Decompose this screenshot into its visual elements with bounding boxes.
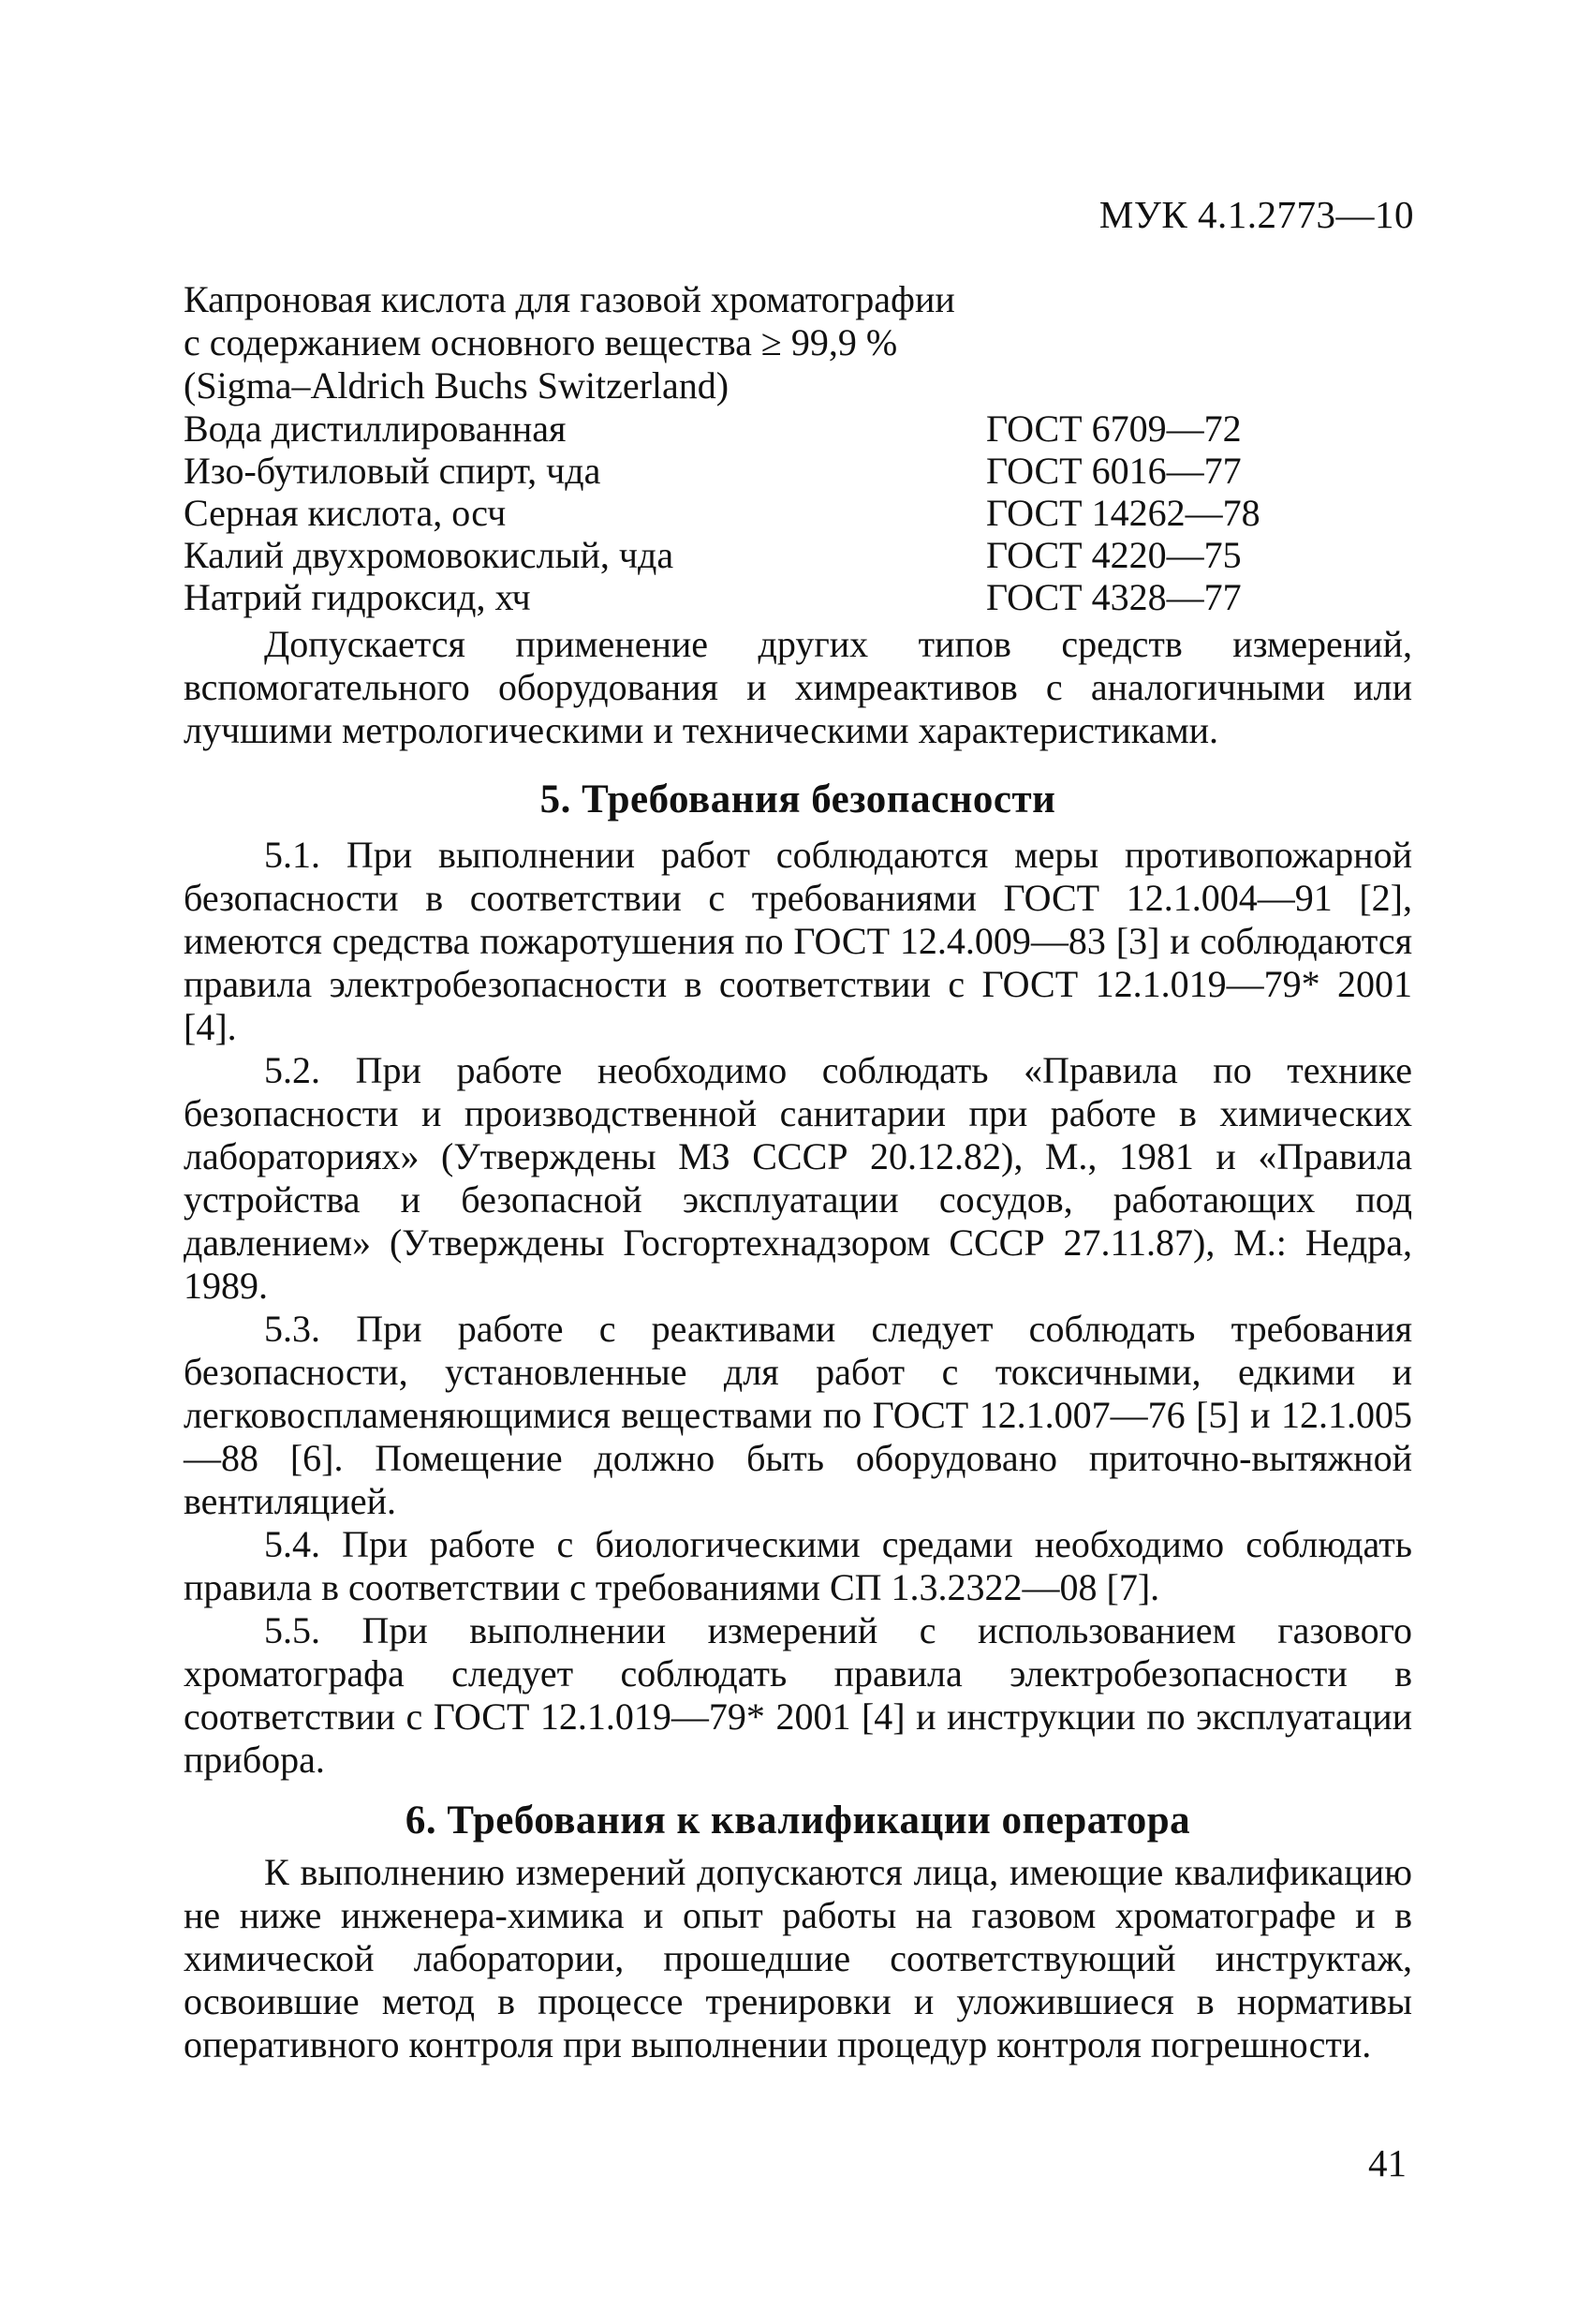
reagent-row xyxy=(184,450,1412,492)
reagent-row xyxy=(184,576,1412,618)
substitution-note-block xyxy=(184,623,1412,752)
reagent-row xyxy=(184,534,1412,576)
section-6-text: К выполнению измерений допускаются лица, имеющие квалификацию не ниже инженера-химика и опыт работы на газовом хроматографе и в химической лаборатории, прошедшие соответствующий инструктаж, освоившие метод в процессе тренировки и уложившиеся в нормативы оперативного контроля при выполнении процедур контроля погрешности. xyxy=(184,1851,1412,2065)
section-5-item: 5.2. При работе необходимо соблюдать «Правила по технике безопасности и производственной санитарии при работе в химических лабораториях» (Утверждены МЗ СССР 20.12.82), М., 1981 и «Правила устройства и безопасной эксплуатации сосудов, работающих под давлением» (Утверждены Госгортехнадзором СССР 27.11.87), М.: Недра, 1989. xyxy=(184,1049,1412,1307)
reagent-intro-line: Капроновая кислота для газовой хроматографии xyxy=(184,278,955,320)
reagent-standard: ГОСТ 6709—72 xyxy=(986,407,1242,450)
reagent-standard: ГОСТ 4220—75 xyxy=(986,534,1242,576)
section-5-item: 5.1. При выполнении работ соблюдаются меры противопожарной безопасности в соответствии с требованиями ГОСТ 12.1.004—91 [2], имеются средства пожаротушения по ГОСТ 12.4.009—83 [3] и соблюдаются правила электробезопасности в соответствии с ГОСТ 12.1.019—79* 2001 [4]. xyxy=(184,834,1412,1048)
reagent-row xyxy=(184,492,1412,534)
reagent-name: Натрий гидроксид, хч xyxy=(184,576,531,618)
reagent-intro-line: (Sigma–Aldrich Buchs Switzerland) xyxy=(184,364,730,407)
reagents-list xyxy=(184,278,1412,618)
section-5-item: 5.4. При работе с биологическими средами необходимо соблюдать правила в соответствии с требованиями СП 1.3.2322—08 [7]. xyxy=(184,1523,1412,1608)
reagent-name: Вода дистиллированная xyxy=(184,407,567,450)
reagent-intro-line: с содержанием основного вещества ≥ 99,9 % xyxy=(184,321,898,363)
section-5-item: 5.5. При выполнении измерений с использованием газового хроматографа следует соблюдать правила электробезопасности в соответствии с ГОСТ 12.1.019—79* 2001 [4] и инструкции по эксплуатации прибора. xyxy=(184,1609,1412,1781)
section-5 xyxy=(184,774,1412,2066)
section-5-item: 5.3. При работе с реактивами следует соблюдать требования безопасности, установленные для работ с токсичными, едкими и легковоспламеняющимися веществами по ГОСТ 12.1.007—76 [5] и 12.1.005—88 [6]. Помещение должно быть оборудовано приточно-вытяжной вентиляцией. xyxy=(184,1308,1412,1522)
section-6-title: 6. Требования к квалификации оператора xyxy=(405,1799,1191,1843)
reagent-name: Изо-бутиловый спирт, чда xyxy=(184,450,601,492)
reagent-standard: ГОСТ 6016—77 xyxy=(986,450,1242,492)
substitution-note: Допускается применение других типов средств измерений, вспомогательного оборудования и химреактивов с аналогичными или лучшими метрологическими и техническими характеристиками. xyxy=(184,623,1412,751)
reagent-name: Калий двухромовокислый, чда xyxy=(184,534,674,576)
reagent-name: Серная кислота, осч xyxy=(184,492,507,534)
page-number: 41 xyxy=(1368,2141,1407,2184)
document-code: МУК 4.1.2773—10 xyxy=(1098,193,1414,236)
section-5-title: 5. Требования безопасности xyxy=(539,777,1056,822)
reagent-standard: ГОСТ 4328—77 xyxy=(986,576,1242,618)
reagent-standard: ГОСТ 14262—78 xyxy=(986,492,1260,534)
reagent-row xyxy=(184,407,1412,450)
